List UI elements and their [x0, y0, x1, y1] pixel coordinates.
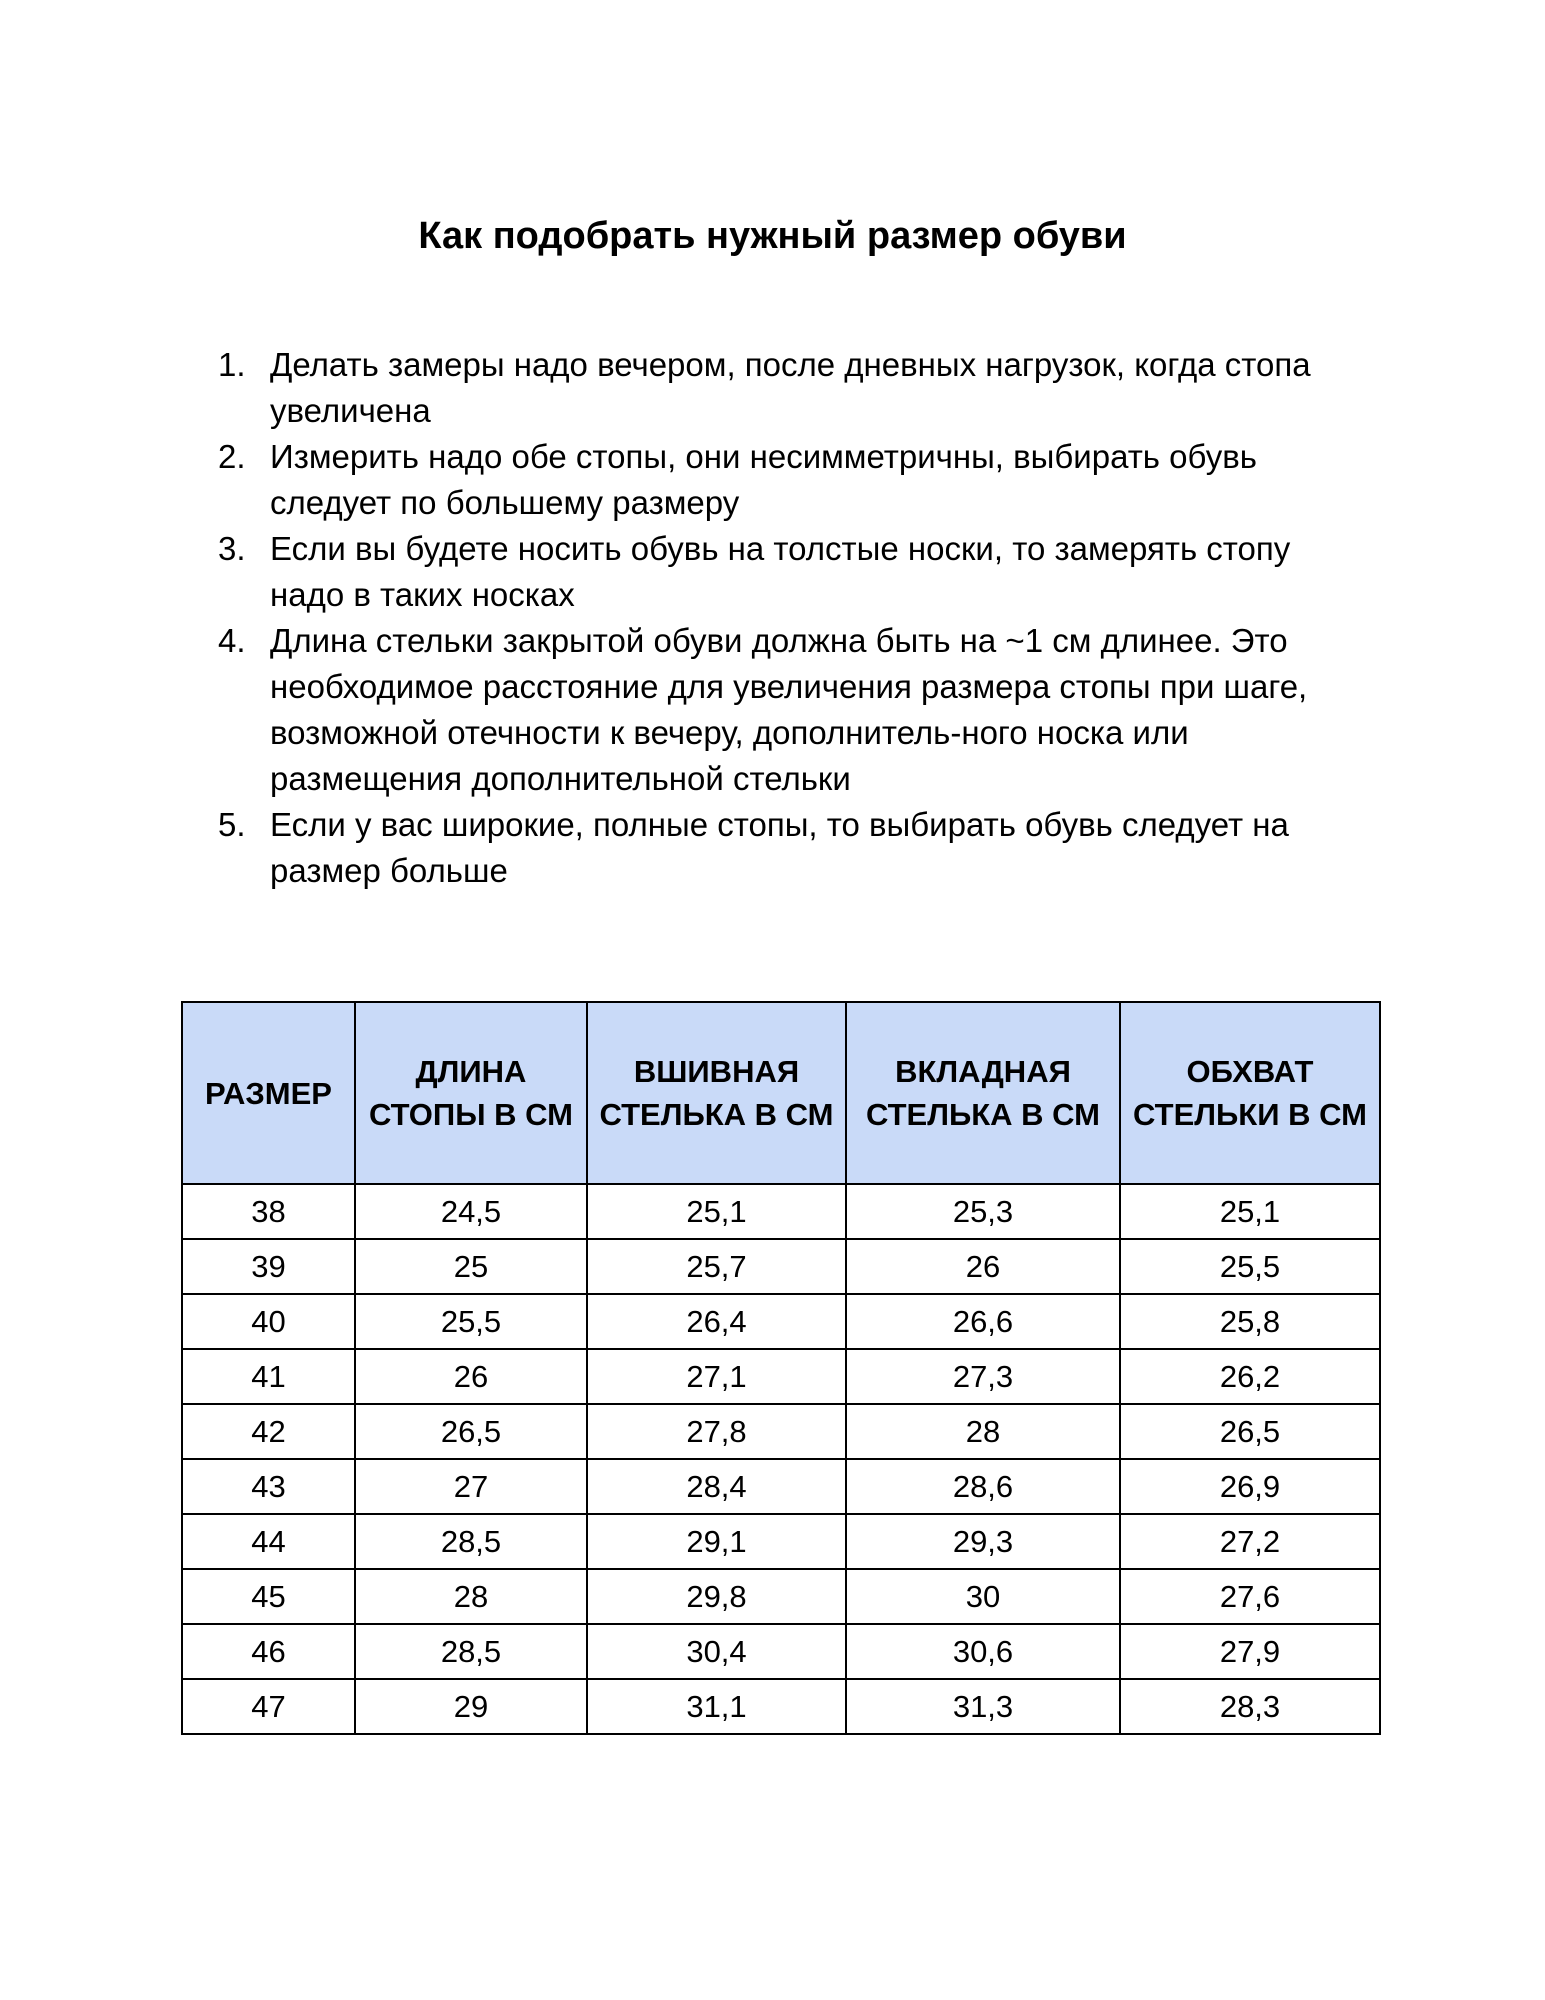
header-row [182, 1002, 1380, 1184]
table-row [182, 1624, 1380, 1679]
table-cell: 40 [182, 1294, 355, 1349]
instruction-item [218, 342, 1368, 434]
table-cell: 27,8 [587, 1404, 846, 1459]
table-cell: 26 [846, 1239, 1120, 1294]
table-cell: 26,2 [1120, 1349, 1380, 1404]
table-cell: 30 [846, 1569, 1120, 1624]
table-cell: 29,1 [587, 1514, 846, 1569]
table-cell: 27 [355, 1459, 587, 1514]
table-row [182, 1239, 1380, 1294]
table-cell: 25,7 [587, 1239, 846, 1294]
table-cell: 44 [182, 1514, 355, 1569]
table-cell: 42 [182, 1404, 355, 1459]
instruction-text: Длина стельки закрытой обуви должна быть на ~1 см длинее. Это необходимое расстояние для увеличения размера стопы при шаге, возможной отечности к вечеру, дополнитель-ного носка или размещения дополнительной стельки [270, 622, 1308, 797]
table-cell: 28,3 [1120, 1679, 1380, 1734]
table-row [182, 1679, 1380, 1734]
table-cell: 46 [182, 1624, 355, 1679]
table-cell: 28 [355, 1569, 587, 1624]
table-cell: 26,5 [1120, 1404, 1380, 1459]
table-cell: 26 [355, 1349, 587, 1404]
instruction-text: Делать замеры надо вечером, после дневных нагрузок, когда стопа увеличена [270, 346, 1311, 429]
table-row [182, 1294, 1380, 1349]
table-cell: 26,6 [846, 1294, 1120, 1349]
table-cell: 26,4 [587, 1294, 846, 1349]
table-cell: 25,1 [587, 1184, 846, 1239]
table-cell: 24,5 [355, 1184, 587, 1239]
instruction-item [218, 802, 1368, 894]
table-cell: 27,3 [846, 1349, 1120, 1404]
table-cell: 25,5 [1120, 1239, 1380, 1294]
table-cell: 25,5 [355, 1294, 587, 1349]
size-table [181, 1001, 1381, 1735]
table-cell: 39 [182, 1239, 355, 1294]
table-cell: 26,9 [1120, 1459, 1380, 1514]
header-insole-girth: ОБХВАТ СТЕЛЬКИ В СМ [1120, 1002, 1380, 1184]
header-size: РАЗМЕР [182, 1002, 355, 1184]
table-cell: 28,5 [355, 1514, 587, 1569]
table-row [182, 1349, 1380, 1404]
instructions-list [218, 342, 1368, 894]
instruction-number: 5. [218, 806, 246, 843]
table-cell: 41 [182, 1349, 355, 1404]
instruction-item [218, 618, 1368, 802]
size-table-body [182, 1184, 1380, 1734]
table-cell: 29 [355, 1679, 587, 1734]
instruction-number: 2. [218, 438, 246, 475]
table-cell: 47 [182, 1679, 355, 1734]
table-row [182, 1514, 1380, 1569]
instruction-item [218, 526, 1368, 618]
table-cell: 25,3 [846, 1184, 1120, 1239]
table-cell: 29,3 [846, 1514, 1120, 1569]
instruction-text: Измерить надо обе стопы, они несимметричны, выбирать обувь следует по большему размеру [270, 438, 1257, 521]
table-cell: 28,5 [355, 1624, 587, 1679]
table-cell: 28 [846, 1404, 1120, 1459]
header-foot-length: ДЛИНА СТОПЫ В СМ [355, 1002, 587, 1184]
header-removable-insole: ВКЛАДНАЯ СТЕЛЬКА В СМ [846, 1002, 1120, 1184]
table-cell: 25 [355, 1239, 587, 1294]
table-row [182, 1404, 1380, 1459]
table-cell: 25,8 [1120, 1294, 1380, 1349]
table-cell: 25,1 [1120, 1184, 1380, 1239]
instruction-number: 1. [218, 346, 246, 383]
table-cell: 45 [182, 1569, 355, 1624]
table-cell: 38 [182, 1184, 355, 1239]
table-cell: 27,2 [1120, 1514, 1380, 1569]
header-sewn-insole: ВШИВНАЯ СТЕЛЬКА В СМ [587, 1002, 846, 1184]
instruction-number: 3. [218, 530, 246, 567]
table-row [182, 1569, 1380, 1624]
table-cell: 27,6 [1120, 1569, 1380, 1624]
table-cell: 28,6 [846, 1459, 1120, 1514]
table-cell: 30,4 [587, 1624, 846, 1679]
page-title: Как подобрать нужный размер обуви [418, 215, 1127, 257]
table-cell: 43 [182, 1459, 355, 1514]
table-cell: 26,5 [355, 1404, 587, 1459]
instruction-number: 4. [218, 622, 246, 659]
table-cell: 27,1 [587, 1349, 846, 1404]
instruction-item [218, 434, 1368, 526]
table-row [182, 1184, 1380, 1239]
table-row [182, 1459, 1380, 1514]
instruction-text: Если вы будете носить обувь на толстые носки, то замерять стопу надо в таких носках [270, 530, 1291, 613]
table-cell: 28,4 [587, 1459, 846, 1514]
table-cell: 29,8 [587, 1569, 846, 1624]
table-cell: 27,9 [1120, 1624, 1380, 1679]
size-table-header [182, 1002, 1380, 1184]
table-cell: 31,1 [587, 1679, 846, 1734]
table-cell: 31,3 [846, 1679, 1120, 1734]
table-cell: 30,6 [846, 1624, 1120, 1679]
instruction-text: Если у вас широкие, полные стопы, то выбирать обувь следует на размер больше [270, 806, 1289, 889]
